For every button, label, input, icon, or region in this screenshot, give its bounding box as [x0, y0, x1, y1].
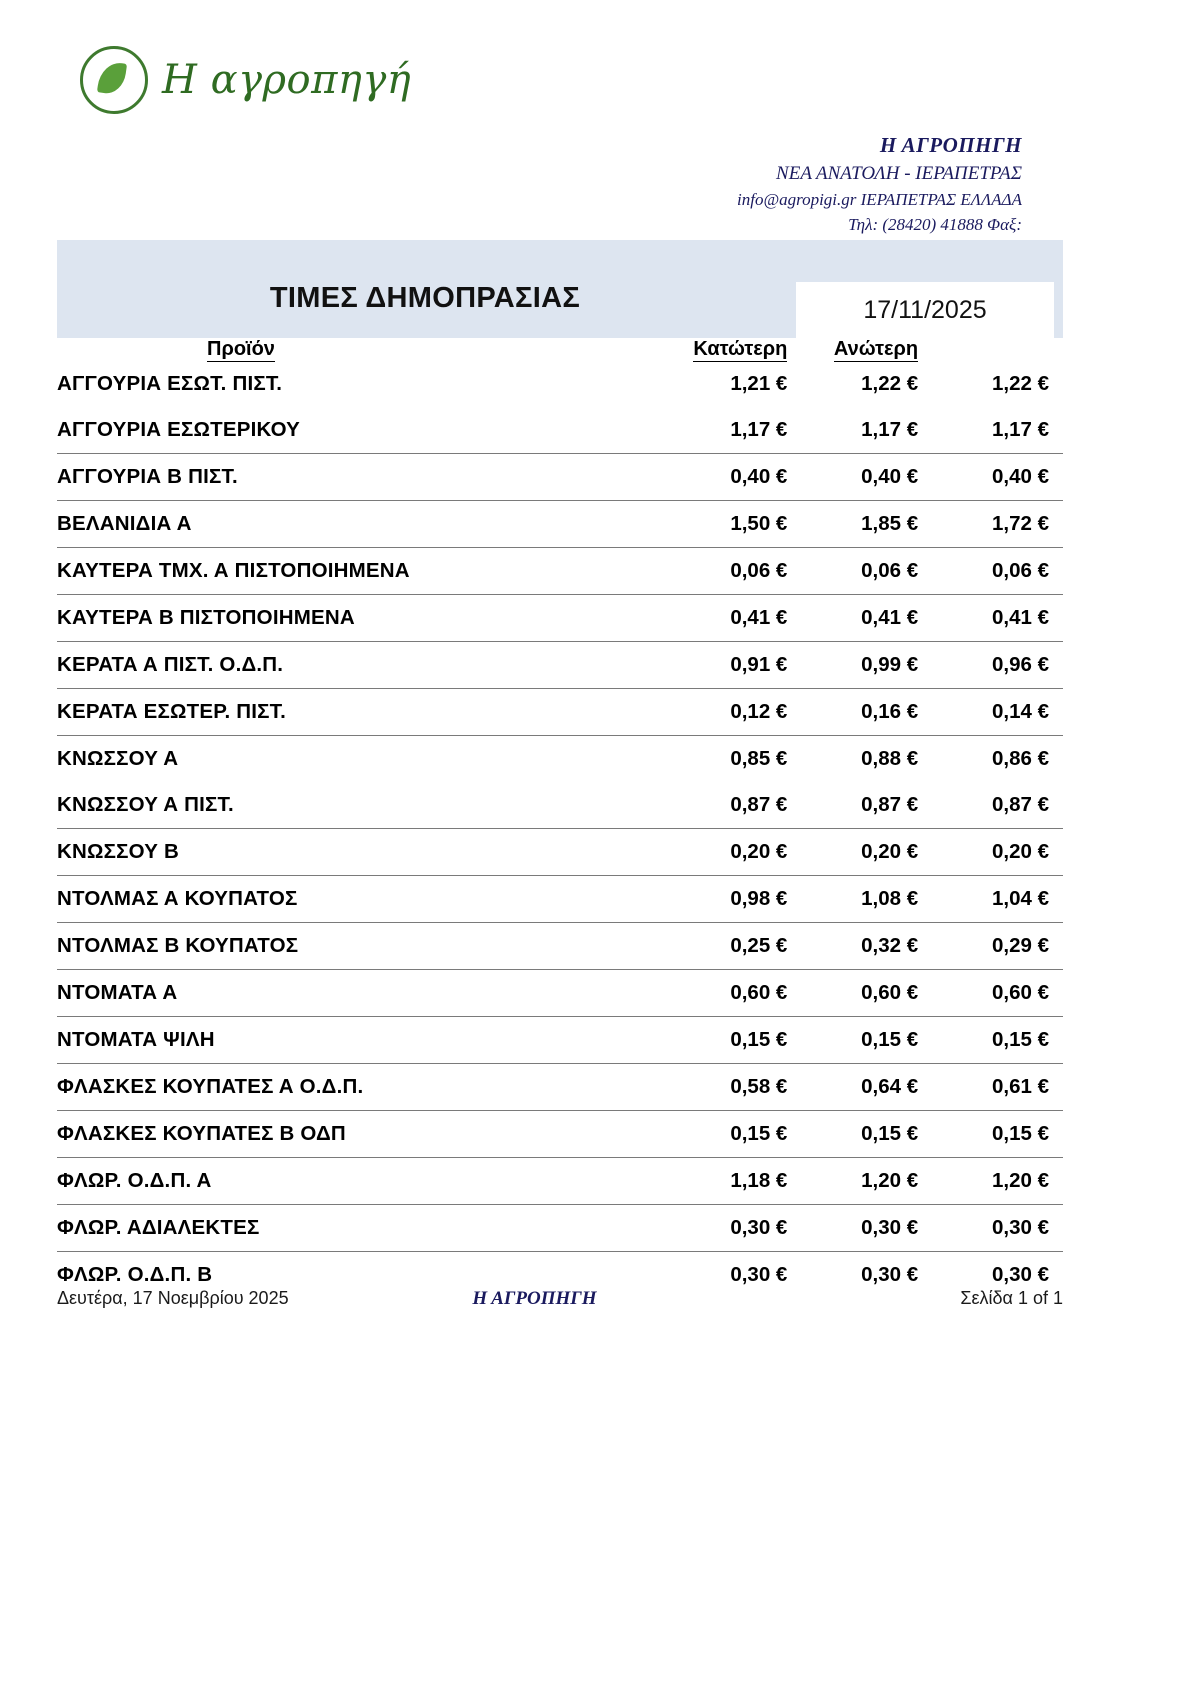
footer-company: Η ΑΓΡΟΠΗΓΗ [472, 1288, 597, 1309]
leaf-circle-icon [80, 46, 148, 114]
table-row [57, 548, 1063, 595]
table-row [57, 923, 1063, 970]
cell-product: ΦΛΑΣΚΕΣ ΚΟΥΠΑΤΕΣ Β ΟΔΠ [57, 1111, 657, 1158]
cell-product: ΚΝΩΣΣΟΥ Α [57, 736, 657, 783]
cell-high-price: 0,60 € [787, 970, 918, 1017]
cell-average-price: 0,87 € [992, 793, 1049, 816]
cell-product: ΝΤΟΛΜΑΣ Α ΚΟΥΠΑΤΟΣ [57, 876, 657, 923]
company-address: ΝΕΑ ΑΝΑΤΟΛΗ - ΙΕΡΑΠΕΤΡΑΣ [776, 163, 1022, 185]
cell-high-price: 0,87 € [861, 793, 919, 816]
cell-average-price: 1,04 € [918, 876, 1063, 923]
price-table [57, 338, 1063, 1298]
cell-high-price: 0,88 € [787, 736, 918, 783]
cell-low-price: 0,30 € [657, 1205, 788, 1252]
page-title: ΤΙΜΕΣ ΔΗΜΟΠΡΑΣΙΑΣ [269, 282, 581, 314]
table-row [57, 361, 1063, 407]
cell-low-price: 0,20 € [657, 829, 788, 876]
cell-high-price: 0,16 € [787, 689, 918, 736]
cell-average-price: 0,41 € [918, 595, 1063, 642]
company-phone: Τηλ: (28420) 41888 Φαξ: [848, 214, 1022, 234]
price-table-head [57, 338, 1063, 361]
cell-low-price: 0,06 € [657, 548, 788, 595]
cell-high-price: 0,64 € [787, 1064, 918, 1111]
footer-page-number: Σελίδα 1 of 1 [960, 1288, 1063, 1308]
price-table-body [57, 361, 1063, 1298]
table-row [57, 501, 1063, 548]
cell-low-price: 0,60 € [657, 970, 788, 1017]
table-row [57, 1158, 1063, 1205]
cell-low-price: 0,30 € [657, 1252, 788, 1299]
company-contact: info@agropigi.gr ΙΕΡΑΠΕΤΡΑΣ ΕΛΛΑΔΑ [737, 189, 1022, 209]
cell-average-price: 0,29 € [918, 923, 1063, 970]
cell-product: ΦΛΩΡ. ΑΔΙΑΛΕΚΤΕΣ [57, 1205, 657, 1252]
table-row [57, 407, 1063, 454]
column-header-high: Ανώτερη [833, 338, 919, 360]
cell-average-price: 1,20 € [918, 1158, 1063, 1205]
cell-high-price: 0,40 € [787, 454, 918, 501]
cell-low-price: 0,91 € [657, 642, 788, 689]
cell-product: ΑΓΓΟΥΡΙΑ ΕΣΩΤΕΡΙΚΟΥ [57, 418, 301, 441]
cell-low-price: 0,40 € [657, 454, 788, 501]
cell-high-price: 0,30 € [787, 1252, 918, 1299]
cell-product: ΚΑΥΤΕΡΑ Β ΠΙΣΤΟΠΟΙΗΜΕΝΑ [57, 595, 657, 642]
table-row [57, 876, 1063, 923]
cell-product: ΦΛΩΡ. Ο.Δ.Π. Α [57, 1158, 657, 1205]
brand-logo-text: Η αγροπηγή [162, 57, 412, 103]
table-row [57, 595, 1063, 642]
cell-high-price: 0,30 € [787, 1205, 918, 1252]
cell-product: ΦΛΑΣΚΕΣ ΚΟΥΠΑΤΕΣ Α Ο.Δ.Π. [57, 1064, 657, 1111]
cell-high-price: 1,20 € [787, 1158, 918, 1205]
table-row [57, 642, 1063, 689]
cell-product: ΦΛΩΡ. Ο.Δ.Π. Β [57, 1252, 657, 1299]
cell-average-price: 1,72 € [918, 501, 1063, 548]
cell-average-price: 0,20 € [918, 829, 1063, 876]
table-row [57, 970, 1063, 1017]
cell-low-price: 0,12 € [657, 689, 788, 736]
column-header-product: Προϊόν [207, 338, 275, 360]
cell-average-price: 1,17 € [992, 418, 1049, 441]
brand-logo [80, 40, 500, 120]
cell-product: ΚΕΡΑΤΑ ΕΣΩΤΕΡ. ΠΙΣΤ. [57, 689, 657, 736]
column-header-low: Κατώτερη [693, 338, 788, 360]
cell-low-price: 0,58 € [657, 1064, 788, 1111]
title-band [57, 240, 1063, 338]
cell-low-price: 0,85 € [657, 736, 788, 783]
cell-low-price: 0,15 € [657, 1017, 788, 1064]
footer-date: Δευτέρα, 17 Νοεμβρίου 2025 [57, 1288, 289, 1308]
cell-average-price: 0,15 € [918, 1111, 1063, 1158]
cell-high-price: 0,99 € [787, 642, 918, 689]
cell-high-price: 0,15 € [787, 1111, 918, 1158]
cell-high-price: 1,08 € [787, 876, 918, 923]
cell-high-price: 1,22 € [861, 372, 919, 395]
table-row [57, 782, 1063, 829]
cell-low-price: 0,15 € [657, 1111, 788, 1158]
page-footer [57, 1288, 1063, 1310]
cell-low-price: 0,98 € [657, 876, 788, 923]
cell-high-price: 1,85 € [787, 501, 918, 548]
cell-low-price: 1,17 € [730, 418, 788, 441]
price-table-wrap [57, 338, 1063, 1298]
cell-average-price: 0,15 € [918, 1017, 1063, 1064]
table-row [57, 454, 1063, 501]
cell-product: ΝΤΟΜΑΤΑ ΨΙΛΗ [57, 1017, 657, 1064]
cell-product: ΚΑΥΤΕΡΑ ΤΜΧ. Α ΠΙΣΤΟΠΟΙΗΜΕΝΑ [57, 548, 657, 595]
column-header-average [918, 338, 1063, 361]
cell-average-price: 0,40 € [918, 454, 1063, 501]
company-details [737, 130, 1022, 237]
cell-low-price: 0,87 € [730, 793, 788, 816]
company-name: Η ΑΓΡΟΠΗΓΗ [879, 133, 1022, 157]
cell-average-price: 0,96 € [918, 642, 1063, 689]
cell-high-price: 0,06 € [787, 548, 918, 595]
cell-low-price: 1,21 € [730, 372, 788, 395]
cell-low-price: 1,50 € [657, 501, 788, 548]
table-row [57, 736, 1063, 783]
cell-low-price: 0,25 € [657, 923, 788, 970]
cell-average-price: 0,30 € [918, 1205, 1063, 1252]
cell-average-price: 1,22 € [992, 372, 1049, 395]
cell-product: ΚΕΡΑΤΑ Α ΠΙΣΤ. Ο.Δ.Π. [57, 642, 657, 689]
table-row [57, 1064, 1063, 1111]
cell-product: ΒΕΛΑΝΙΔΙΑ Α [57, 501, 657, 548]
cell-product: ΝΤΟΜΑΤΑ Α [57, 970, 657, 1017]
cell-average-price: 0,30 € [918, 1252, 1063, 1299]
table-row [57, 689, 1063, 736]
table-row [57, 1111, 1063, 1158]
cell-average-price: 0,60 € [918, 970, 1063, 1017]
table-row [57, 1205, 1063, 1252]
table-header-row [57, 338, 1063, 361]
cell-product: ΚΝΩΣΣΟΥ Β [57, 829, 657, 876]
cell-average-price: 0,14 € [918, 689, 1063, 736]
cell-product: ΝΤΟΛΜΑΣ Β ΚΟΥΠΑΤΟΣ [57, 923, 657, 970]
cell-product: ΚΝΩΣΣΟΥ Α ΠΙΣΤ. [57, 793, 234, 816]
cell-high-price: 0,15 € [787, 1017, 918, 1064]
cell-high-price: 0,41 € [787, 595, 918, 642]
cell-high-price: 1,17 € [861, 418, 919, 441]
auction-date: 17/11/2025 [796, 282, 1054, 338]
cell-product: ΑΓΓΟΥΡΙΑ Β ΠΙΣΤ. [57, 454, 657, 501]
cell-product: ΑΓΓΟΥΡΙΑ ΕΣΩΤ. ΠΙΣΤ. [57, 372, 283, 395]
cell-average-price: 0,61 € [918, 1064, 1063, 1111]
cell-high-price: 0,20 € [787, 829, 918, 876]
cell-average-price: 0,06 € [918, 548, 1063, 595]
cell-low-price: 0,41 € [657, 595, 788, 642]
cell-average-price: 0,86 € [918, 736, 1063, 783]
cell-high-price: 0,32 € [787, 923, 918, 970]
cell-low-price: 1,18 € [657, 1158, 788, 1205]
table-row [57, 1017, 1063, 1064]
table-row [57, 829, 1063, 876]
